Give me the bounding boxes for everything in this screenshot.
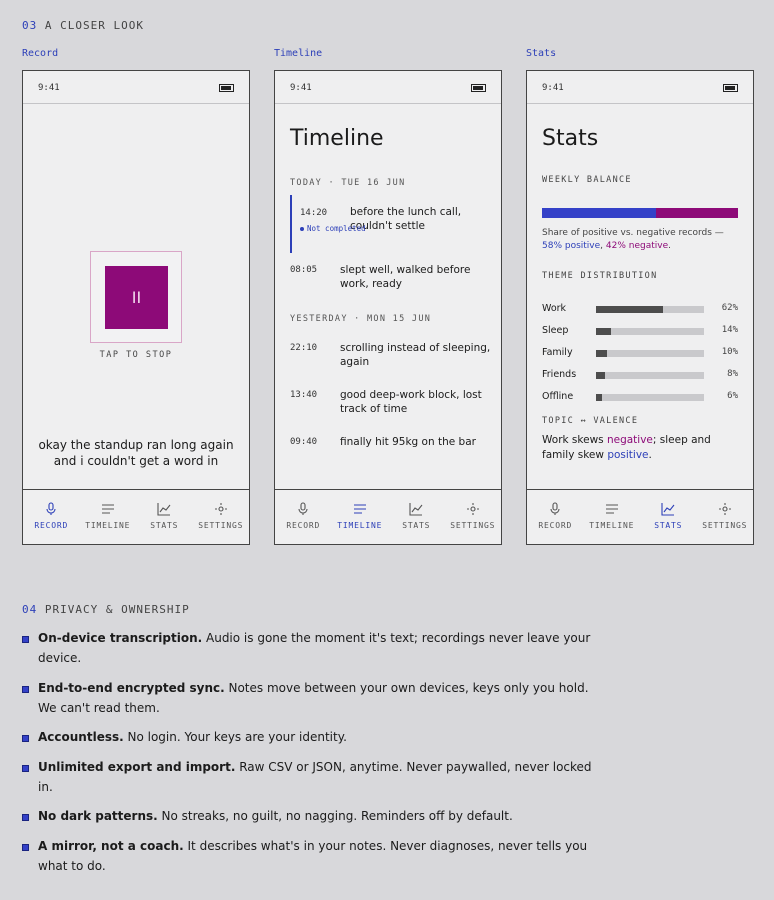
timeline-entry[interactable] <box>290 263 491 293</box>
tab-settings[interactable] <box>697 490 754 544</box>
entry-text: scrolling instead of sleeping, again <box>340 342 491 368</box>
privacy-item-text: It describes what's in your notes. Never diagnoses, never tells you what to do. <box>38 839 588 873</box>
entry-time: 09:40 <box>290 437 318 447</box>
valence-text: ; sleep and family skew <box>542 434 711 461</box>
entry-text: good deep-work block, lost track of time <box>340 389 482 415</box>
section-number: 04 <box>22 603 38 616</box>
list-icon <box>101 502 115 516</box>
tab-timeline[interactable] <box>80 490 137 544</box>
battery-icon <box>723 84 738 92</box>
theme-row <box>542 369 738 381</box>
entry-time: 22:10 <box>290 343 318 353</box>
valence-summary <box>542 433 742 463</box>
section-title: A CLOSER LOOK <box>44 19 144 32</box>
record-hint: TAP TO STOP <box>99 350 173 360</box>
tab-settings[interactable] <box>193 490 250 544</box>
chart-icon <box>157 502 171 516</box>
privacy-item <box>22 629 592 668</box>
tab-record[interactable] <box>527 490 584 544</box>
tab-label: SETTINGS <box>702 521 748 530</box>
balance-positive-text: 58% positive <box>542 241 601 251</box>
privacy-item <box>22 758 592 797</box>
bullet-icon <box>22 814 29 821</box>
tab-bar <box>527 489 753 544</box>
balance-negative-segment <box>656 208 738 218</box>
stop-record-button[interactable] <box>105 266 168 329</box>
pause-icon: II <box>131 288 142 307</box>
balance-note-prefix: Share of positive vs. negative records — <box>542 228 724 238</box>
theme-bar-track <box>596 328 704 335</box>
tab-settings[interactable] <box>445 490 502 544</box>
bullet-icon <box>22 686 29 693</box>
gear-icon <box>718 502 732 516</box>
balance-separator: , <box>600 241 606 251</box>
bullet-icon <box>22 765 29 772</box>
theme-name: Work <box>542 303 567 314</box>
status-dot-icon <box>300 227 304 231</box>
battery-icon <box>219 84 234 92</box>
screen-title: Stats <box>542 126 599 151</box>
section-03-heading <box>22 19 144 32</box>
bullet-icon <box>22 735 29 742</box>
privacy-item-text: Notes move between your own devices, keys only you hold. We can't read them. <box>38 681 589 715</box>
phone-record <box>22 70 250 545</box>
topic-valence-heading: TOPIC ↔ VALENCE <box>542 416 639 426</box>
theme-bar-fill <box>596 394 602 401</box>
timeline-entry[interactable] <box>290 388 491 418</box>
status-time: 9:41 <box>290 83 312 93</box>
battery-icon <box>471 84 486 92</box>
privacy-item-title: End-to-end encrypted sync. <box>38 681 225 695</box>
tab-record[interactable] <box>275 490 332 544</box>
privacy-item <box>22 837 592 876</box>
section-number: 03 <box>22 19 38 32</box>
theme-distribution-heading: THEME DISTRIBUTION <box>542 271 658 281</box>
phone-stats <box>526 70 754 545</box>
privacy-item-title: On-device transcription. <box>38 631 203 645</box>
status-time: 9:41 <box>542 83 564 93</box>
valence-text: Work skews <box>542 434 607 446</box>
theme-bar-fill <box>596 328 611 335</box>
valence-text: . <box>648 449 652 461</box>
entry-text: finally hit 95kg on the bar <box>340 436 476 448</box>
gear-icon <box>214 502 228 516</box>
theme-bar-fill <box>596 306 663 313</box>
tab-label: STATS <box>150 521 179 530</box>
theme-name: Friends <box>542 369 577 380</box>
chart-icon <box>661 502 675 516</box>
column-label-stats: Stats <box>526 48 557 59</box>
privacy-item-title: A mirror, not a coach. <box>38 839 184 853</box>
list-icon <box>605 502 619 516</box>
tab-stats[interactable] <box>388 490 445 544</box>
chart-icon <box>409 502 423 516</box>
balance-positive-segment <box>542 208 656 218</box>
theme-percent: 14% <box>721 325 738 335</box>
tab-label: TIMELINE <box>589 521 635 530</box>
microphone-icon <box>296 502 310 516</box>
entry-time: 08:05 <box>290 265 318 275</box>
status-time: 9:41 <box>38 83 60 93</box>
theme-percent: 8% <box>727 369 738 379</box>
tab-label: SETTINGS <box>450 521 496 530</box>
section-04-heading <box>22 603 190 616</box>
status-bar <box>275 71 501 104</box>
theme-row <box>542 347 738 359</box>
microphone-icon <box>548 502 562 516</box>
column-label-timeline: Timeline <box>274 48 323 59</box>
privacy-item <box>22 728 592 748</box>
tab-label: RECORD <box>286 521 321 530</box>
theme-row <box>542 325 738 337</box>
timeline-entry[interactable] <box>290 341 491 371</box>
status-bar <box>23 71 249 104</box>
balance-negative-text: 42% negative <box>605 241 669 251</box>
balance-note <box>542 227 742 253</box>
live-transcript: okay the standup ran long again and i couldn't get a word in <box>38 438 234 468</box>
screen-title: Timeline <box>290 126 384 151</box>
bullet-icon <box>22 844 29 851</box>
entry-time: 13:40 <box>290 390 318 400</box>
privacy-item-title: No dark patterns. <box>38 809 158 823</box>
bullet-icon <box>22 636 29 643</box>
privacy-item <box>22 807 592 827</box>
entry-time: 14:20 <box>300 208 328 218</box>
privacy-item <box>22 679 592 718</box>
timeline-entry[interactable] <box>290 435 491 451</box>
weekly-balance-bar <box>542 208 738 218</box>
column-label-record: Record <box>22 48 59 59</box>
tab-timeline[interactable] <box>584 490 641 544</box>
tab-timeline[interactable] <box>332 490 389 544</box>
theme-bar-track <box>596 350 704 357</box>
valence-positive: positive <box>607 449 649 461</box>
theme-bar-track <box>596 372 704 379</box>
status-bar <box>527 71 753 104</box>
privacy-item-text: No streaks, no guilt, no nagging. Reminders off by default. <box>157 809 513 823</box>
theme-bar-track <box>596 394 704 401</box>
section-title: PRIVACY & OWNERSHIP <box>44 603 190 616</box>
gear-icon <box>466 502 480 516</box>
entry-text: before the lunch call, couldn't settle <box>350 206 462 232</box>
tab-label: RECORD <box>34 521 69 530</box>
tab-label: TIMELINE <box>85 521 131 530</box>
theme-percent: 6% <box>727 391 738 401</box>
microphone-icon <box>44 502 58 516</box>
tab-label: STATS <box>402 521 431 530</box>
list-icon <box>353 502 367 516</box>
day-header-today: TODAY · TUE 16 JUN <box>290 178 406 188</box>
day-header-yesterday: YESTERDAY · MON 15 JUN <box>290 314 432 324</box>
privacy-item-text: Audio is gone the moment it's text; recordings never leave your device. <box>38 631 591 665</box>
balance-end: . <box>668 241 672 251</box>
tab-stats[interactable] <box>136 490 193 544</box>
tab-bar <box>23 489 249 544</box>
tab-label: STATS <box>654 521 683 530</box>
tab-label: SETTINGS <box>198 521 244 530</box>
status-badge <box>300 223 366 234</box>
theme-row <box>542 303 738 315</box>
theme-name: Offline <box>542 391 574 402</box>
entry-text: slept well, walked before work, ready <box>340 264 471 290</box>
theme-bar-fill <box>596 372 605 379</box>
record-button-frame <box>90 251 182 343</box>
phone-timeline <box>274 70 502 545</box>
theme-row <box>542 391 738 403</box>
weekly-balance-heading: WEEKLY BALANCE <box>542 175 632 185</box>
privacy-item-text: No login. Your keys are your identity. <box>123 730 347 744</box>
tab-label: TIMELINE <box>337 521 383 530</box>
theme-bar-track <box>596 306 704 313</box>
timeline-entry[interactable] <box>290 195 491 253</box>
theme-name: Sleep <box>542 325 569 336</box>
theme-percent: 62% <box>721 303 738 313</box>
tab-bar <box>275 489 501 544</box>
theme-percent: 10% <box>721 347 738 357</box>
tab-label: RECORD <box>538 521 573 530</box>
badge-text: Not completed <box>307 224 366 233</box>
privacy-item-title: Accountless. <box>38 730 124 744</box>
tab-record[interactable] <box>23 490 80 544</box>
theme-name: Family <box>542 347 573 358</box>
valence-negative: negative <box>606 434 653 446</box>
privacy-item-title: Unlimited export and import. <box>38 760 236 774</box>
privacy-item-text: Raw CSV or JSON, anytime. Never paywalled, never locked in. <box>38 760 592 794</box>
tab-stats[interactable] <box>640 490 697 544</box>
theme-bar-fill <box>596 350 607 357</box>
